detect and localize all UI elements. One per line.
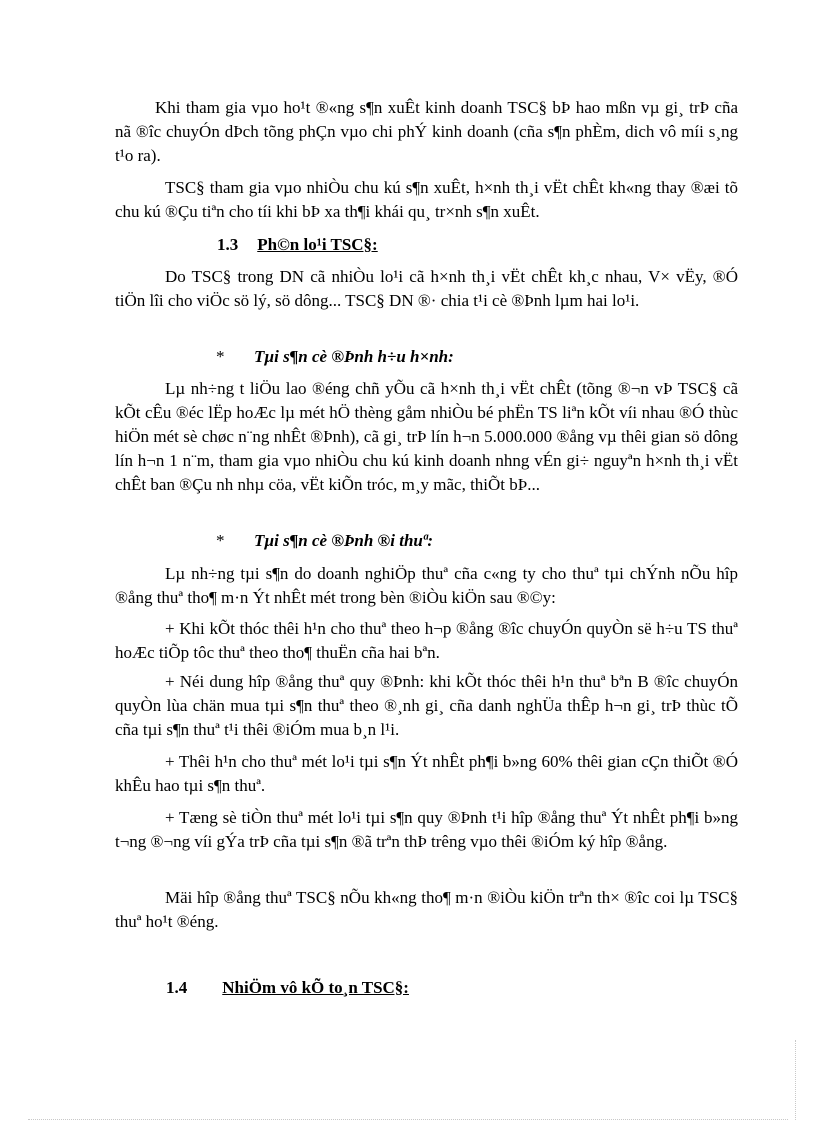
paragraph-9	[115, 806, 738, 854]
paragraph-text: + Tæng sè tiÒn thuª mét lo¹i tµi s¶n quy ®Þnh t¹i hîp ®ång thuª Ýt nhÊt ph¶i b»ng t¬ng ®¬ng víi gÝa trÞ cña tµi s¶n ®ã trªn thÞ trêng vµo thêi ®iÓm ký hîp ®ång.	[115, 808, 738, 851]
section-heading-1-4	[166, 976, 409, 1000]
paragraph-5	[115, 562, 738, 610]
paragraph-text: Do TSC§ trong DN cã nhiÒu lo¹i cã h×nh th¸i vËt chÊt kh¸c nhau, V× vËy, ®Ó tiÖn lîi cho viÖc sö lý, sö dông... TSC§ DN ®· chia t¹i cè ®Þnh lµm hai lo¹i.	[115, 267, 738, 310]
paragraph-text: + Néi dung hîp ®ång thuª quy ®Þnh: khi kÕt thóc thêi h¹n thuª bªn B ®îc chuyÓn quyÒn lùa chän mua tµi s¶n thuª theo ®¸nh gi¸ cña danh nghÜa thÊp h¬n gi¸ trÞ thùc tÕ cña tµi s¶n thuª t¹i thêi ®iÓm mua b¸n l¹i.	[115, 672, 738, 739]
paragraph-text: + Thêi h¹n cho thuª mét lo¹i tµi s¶n Ýt nhÊt ph¶i b»ng 60% thêi gian cÇn thiÕt ®Ó khÊu hao tµi s¶n thuª.	[115, 752, 738, 795]
section-title: Ph©n lo¹i TSC§:	[257, 235, 378, 254]
section-heading-1-3	[217, 233, 378, 257]
paragraph-8	[115, 750, 738, 798]
paragraph-2	[115, 176, 738, 224]
paragraph-text: + Khi kÕt thóc thêi h¹n cho thuª theo h¬p ®ång ®îc chuyÓn quyÒn së h÷u TS thuª hoÆc tiÕp tôc thuª theo tho¶ thuËn cña hai bªn.	[115, 619, 738, 662]
paragraph-10	[115, 886, 738, 934]
paragraph-4	[115, 377, 738, 497]
paragraph-text: Mäi hîp ®ång thuª TSC§ nÕu kh«ng tho¶ m·n ®iÒu kiÖn trªn th× ®îc coi lµ TSC§ thuª ho¹t ®éng.	[115, 888, 738, 931]
paragraph-1	[115, 96, 738, 168]
section-number: 1.3	[217, 235, 239, 254]
section-number: 1.4	[166, 978, 188, 997]
paragraph-text: Khi tham gia vµo ho¹t ®«ng s¶n xuÊt kinh doanh TSC§ bÞ hao mßn vµ gi¸ trÞ cña nã ®îc chuyÓn dÞch tõng phÇn vµo chi phÝ kinh doanh (cña s¶n phÈm, dich vô míi s¸ng t¹o ra).	[115, 98, 738, 165]
paragraph-6	[115, 617, 738, 665]
paragraph-3	[115, 265, 738, 313]
paragraph-text: Lµ nh÷ng tµi s¶n do doanh nghiÖp thuª cña c«ng ty cho thuª tµi chÝnh nÕu hîp ®ång thuª tho¶ m·n Ýt nhÊt mét trong bèn ®iÒu kiÖn sau ®©y:	[115, 564, 738, 607]
subheading-leased-assets	[216, 529, 433, 553]
paragraph-text: TSC§ tham gia vµo nhiÒu chu kú s¶n xuÊt, h×nh th¸i vËt chÊt kh«ng thay ®æi tõ chu kú ®Çu tiªn cho tíi khi bÞ xa th¶i khái qu¸ tr×nh s¶n xuÊt.	[115, 178, 738, 221]
subheading-text: Tµi s¶n cè ®Þnh h÷u h×nh:	[254, 347, 454, 366]
subheading-text: Tµi s¶n cè ®Þnh ®i thuª:	[254, 531, 434, 550]
bullet-star: *	[216, 347, 225, 366]
paragraph-7	[115, 670, 738, 742]
paragraph-text: Lµ nh÷ng t liÖu lao ®éng chñ yÕu cã h×nh th¸i vËt chÊt (tõng ®¬n vÞ TSC§ cã kÕt cÊu ®éc lËp hoÆc lµ mét hÖ thèng gåm nhiÒu bé phËn TS liªn kÕt víi nhau ®Ó thùc hiÖn mét sè chøc n¨ng nhÊt ®Þnh), cã gi¸ trÞ lín h¬n 5.000.000 ®ång vµ thêi gian sö dông lín h¬n 1 n¨m, tham gia vµo nhiÒu chu kú kinh doanh nhng vÉn gi÷ nguyªn h×nh th¸i vËt chÊt ban ®Çu nh nhµ cöa, vËt kiÕn tróc, m¸y mãc, thiÕt bÞ...	[115, 379, 738, 494]
page-bottom-dotted-rule	[28, 1119, 788, 1120]
bullet-star: *	[216, 531, 225, 550]
page-margin-dotted-rule	[795, 1040, 796, 1120]
subheading-tangible-assets	[216, 345, 454, 369]
section-title: NhiÖm vô kÕ to¸n TSC§:	[222, 978, 409, 997]
